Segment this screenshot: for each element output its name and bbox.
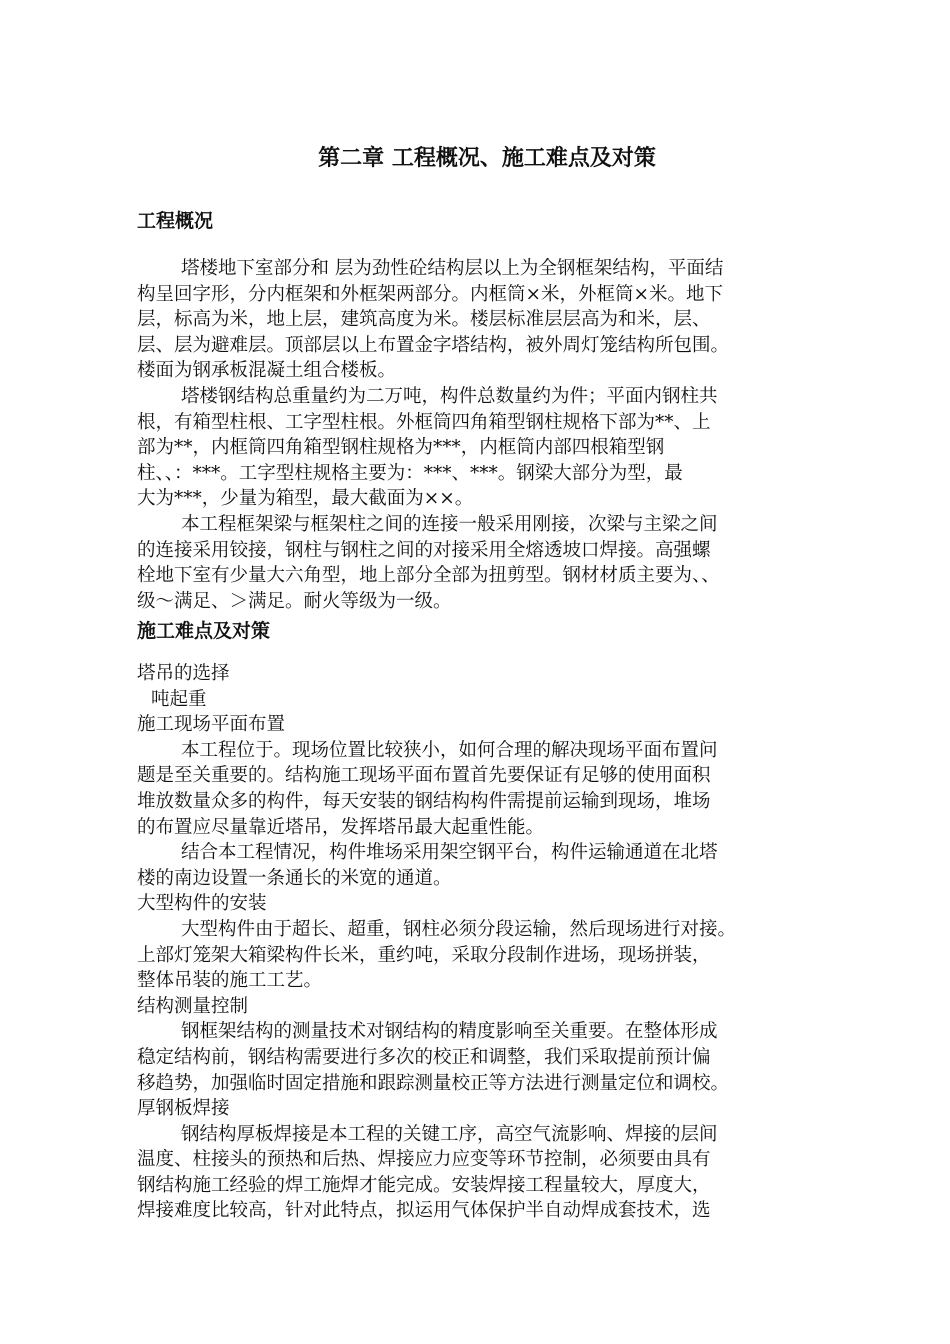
text-line: 的布置应尽量靠近塔吊，发挥塔吊最大起重性能。 [137, 816, 545, 838]
text-line: 大为***，少量为箱型，最大截面为××。 [137, 488, 474, 510]
text-line: 稳定结构前，钢结构需要进行多次的校正和调整，我们采取提前预计偏 [137, 1046, 711, 1068]
text-line: 结合本工程情况，构件堆场采用架空钢平台，构件运输通道在北塔 [181, 842, 718, 864]
sub-heading: 施工现场平面布置 [137, 714, 286, 736]
text-line: 楼的南边设置一条通长的米宽的通道。 [137, 867, 452, 889]
sub-heading: 大型构件的安装 [137, 893, 267, 915]
text-line: 根，有箱型柱根、工字型柱根。外框筒四角箱型钢柱规格下部为**、上 [137, 411, 711, 433]
text-line: 本工程位于。现场位置比较狭小，如何合理的解决现场平面布置问 [181, 739, 718, 761]
text-line: 钢框架结构的测量技术对钢结构的精度影响至关重要。在整体形成 [181, 1021, 718, 1043]
text-line: 整体吊装的施工工艺。 [137, 970, 323, 992]
text-line: 级～满足、＞满足。耐火等级为一级。 [137, 590, 452, 612]
text-line: 题是至关重要的。结构施工现场平面布置首先要保证有足够的使用面积 [137, 765, 711, 787]
text-line: 构呈回字形，分内框架和外框架两部分。内框筒×米，外框筒×米。地下 [137, 283, 724, 305]
sub-heading: 吨起重 [151, 688, 207, 710]
section-heading-overview: 工程概况 [137, 210, 214, 232]
section-overview-body [137, 256, 837, 614]
chapter-title: 第二章 工程概况、施工难点及对策 [318, 145, 656, 171]
text-line: 钢结构厚板焊接是本工程的关键工序，高空气流影响、焊接的层间 [181, 1123, 718, 1145]
sub-heading: 结构测量控制 [137, 995, 249, 1017]
text-line: 的连接采用铰接，钢柱与钢柱之间的对接采用全熔透坡口焊接。高强螺 [137, 539, 711, 561]
text-line: 大型构件由于超长、超重，钢柱必须分段运输，然后现场进行对接。 [181, 918, 737, 940]
text-line: 上部灯笼架大箱梁构件长米，重约吨，采取分段制作进场，现场拼装， [137, 944, 711, 966]
sub-heading: 厚钢板焊接 [137, 1098, 230, 1120]
text-line: 柱、、：***。工字型柱规格主要为：***、***。钢梁大部分为型，最 [137, 462, 683, 484]
section-heading-difficulties: 施工难点及对策 [137, 620, 271, 642]
text-line: 部为**，内框筒四角箱型钢柱规格为***，内框筒内部四根箱型钢 [137, 437, 665, 459]
text-line: 焊接难度比较高，针对此特点，拟运用气体保护半自动焊成套技术，选 [137, 1200, 711, 1222]
text-line: 堆放数量众多的构件，每天安装的钢结构构件需提前运输到现场，堆场 [137, 790, 711, 812]
text-line: 温度、柱接头的预热和后热、焊接应力应变等环节控制，必须要由具有 [137, 1149, 711, 1171]
text-line: 移趋势，加强临时固定措施和跟踪测量校正等方法进行测量定位和调校。 [137, 1072, 730, 1094]
text-line: 栓地下室有少量大六角型，地上部分全部为扭剪型。钢材材质主要为、、 [137, 565, 720, 587]
text-line: 塔楼地下室部分和 层为劲性砼结构层以上为全钢框架结构，平面结 [181, 258, 724, 279]
text-line: 层、层为避难层。顶部层以上布置金字塔结构，被外周灯笼结构所包围。 [137, 334, 730, 356]
text-line: 层，标高为米，地上层，建筑高度为米。楼层标准层层高为和米，层、 [137, 309, 711, 331]
text-line: 楼面为钢承板混凝土组合楼板。 [137, 360, 397, 382]
text-line: 塔楼钢结构总重量约为二万吨，构件总数量约为件；平面内钢柱共 [181, 385, 718, 407]
section-difficulties-body [137, 661, 837, 1224]
sub-heading: 塔吊的选择 [137, 663, 230, 684]
text-line: 本工程框架梁与框架柱之间的连接一般采用刚接，次梁与主梁之间 [181, 513, 718, 535]
text-line: 钢结构施工经验的焊工施焊才能完成。安装焊接工程量较大，厚度大， [137, 1174, 711, 1196]
